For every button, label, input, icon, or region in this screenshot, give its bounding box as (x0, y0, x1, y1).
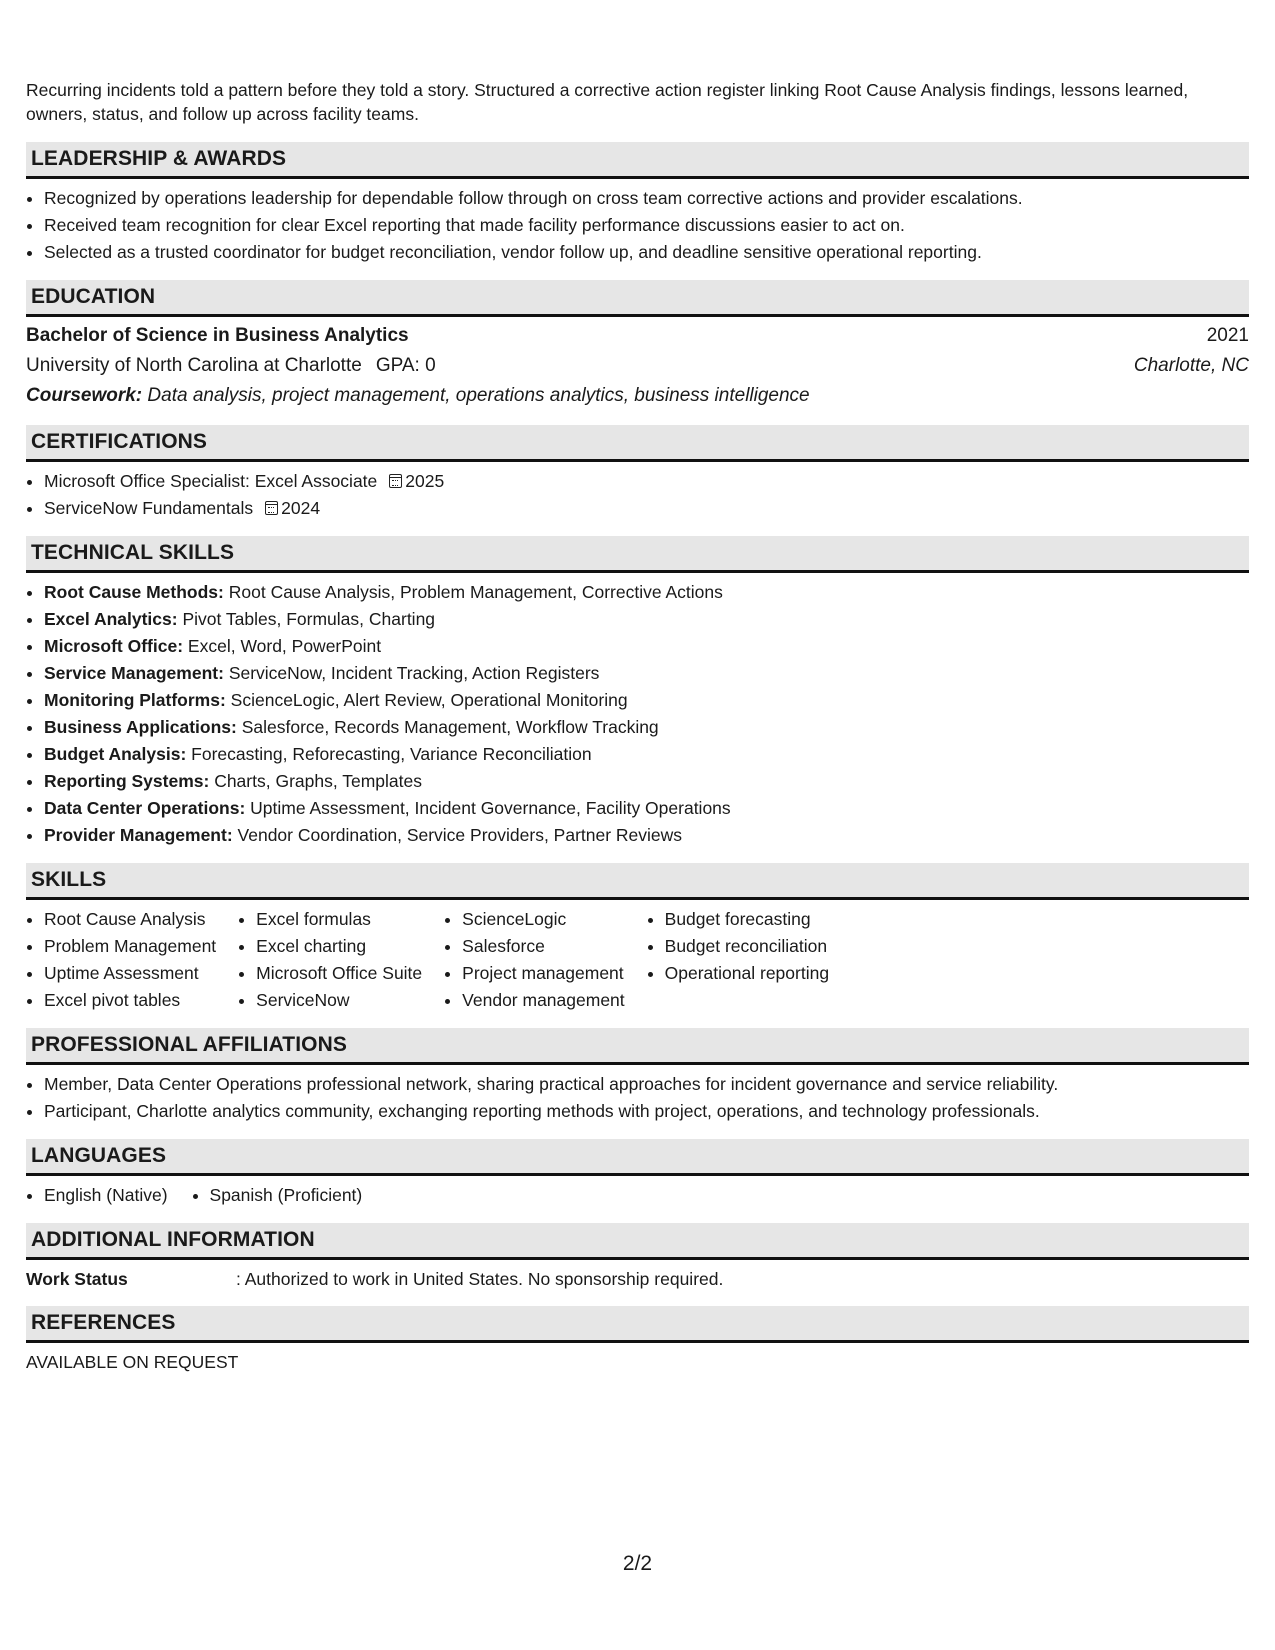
list-item (44, 579, 1249, 606)
intro-paragraph: Recurring incidents told a pattern before they told a story. Structured a corrective action register linking Root Cause Analysis findings, lessons learned, owners, status, and follow up across facility teams. (26, 80, 1189, 124)
list-item (44, 660, 1249, 687)
skill-values: Salesforce, Records Management, Workflow Tracking (241, 717, 659, 737)
coursework-label: Coursework: (26, 385, 143, 406)
list-item: • Budget forecasting (665, 906, 829, 933)
page-number: 2/2 (622, 1552, 653, 1575)
school-name: University of North Carolina at Charlotte (26, 355, 362, 376)
list-item: • Excel charting (256, 933, 422, 960)
gpa: GPA: 0 (375, 355, 436, 376)
coursework-text: Data analysis, project management, operations analytics, business intelligence (147, 385, 810, 406)
certifications-section (26, 462, 1249, 536)
list-item: • ServiceNow (256, 987, 422, 1014)
list-item: • Selected as a trusted coordinator for budget reconciliation, vendor follow up, and deadline sensitive operational reporting. (44, 239, 1249, 266)
list-item (44, 822, 1249, 849)
list-item (44, 633, 1249, 660)
skill-category: Monitoring Platforms: (44, 690, 226, 710)
references-text: AVAILABLE ON REQUEST (26, 1352, 239, 1372)
work-status-row (26, 1266, 1249, 1292)
section-header-references: REFERENCES (26, 1306, 1249, 1343)
languages-row (26, 1182, 1249, 1209)
skill-category: Microsoft Office: (44, 636, 184, 656)
skills-columns (26, 906, 1249, 1014)
list-item (44, 495, 1249, 522)
skill-values: Forecasting, Reforecasting, Variance Reconciliation (191, 744, 592, 764)
skill-category: Budget Analysis: (44, 744, 187, 764)
skills-column (444, 906, 624, 1014)
list-item: • Vendor management (462, 987, 624, 1014)
list-item: • Received team recognition for clear Excel reporting that made facility performance discussions easier to act on. (44, 212, 1249, 239)
calendar-icon (389, 474, 402, 488)
list-item: • Project management (462, 960, 624, 987)
skill-category: Excel Analytics: (44, 609, 178, 629)
list-item: • Problem Management (44, 933, 216, 960)
section-header-education: EDUCATION (26, 280, 1249, 317)
certifications-list (26, 468, 1249, 522)
section-header-certifications: CERTIFICATIONS (26, 425, 1249, 462)
list-item: • Operational reporting (665, 960, 829, 987)
education-degree-row (26, 321, 1249, 351)
list-item: • Uptime Assessment (44, 960, 216, 987)
certification-year: 2024 (281, 498, 321, 518)
skill-category: Business Applications: (44, 717, 237, 737)
section-header-languages: LANGUAGES (26, 1139, 1249, 1176)
affiliations-list (26, 1071, 1249, 1125)
list-item: • Excel pivot tables (44, 987, 216, 1014)
skills-column (238, 906, 422, 1014)
affiliations-section (26, 1065, 1249, 1139)
calendar-icon (265, 501, 278, 515)
degree-title: Bachelor of Science in Business Analytics (26, 325, 409, 346)
list-item (44, 468, 1249, 495)
list-item (44, 687, 1249, 714)
technical-skills-section (26, 573, 1249, 863)
language-item-list (26, 1182, 168, 1209)
list-item (44, 714, 1249, 741)
skill-values: Charts, Graphs, Templates (214, 771, 423, 791)
certification-year: 2025 (405, 471, 445, 491)
languages-section (26, 1176, 1249, 1223)
skill-category: Data Center Operations: (44, 798, 246, 818)
list-item: • Microsoft Office Suite (256, 960, 422, 987)
skill-values: Excel, Word, PowerPoint (187, 636, 382, 656)
education-section (26, 317, 1249, 425)
skill-category: Service Management: (44, 663, 224, 683)
language-item-list (192, 1182, 363, 1209)
list-item: • Spanish (Proficient) (210, 1182, 363, 1209)
section-header-additional-information: ADDITIONAL INFORMATION (26, 1223, 1249, 1260)
list-item: • Participant, Charlotte analytics community, exchanging reporting methods with project, operations, and technology professionals. (44, 1098, 1249, 1125)
school-info (26, 351, 436, 381)
technical-skills-list (26, 579, 1249, 849)
education-school-row (26, 351, 1249, 381)
list-item: • Recognized by operations leadership for dependable follow through on cross team corrective actions and provider escalations. (44, 185, 1249, 212)
skills-column (26, 906, 216, 1014)
list-item: • English (Native) (44, 1182, 168, 1209)
list-item (44, 741, 1249, 768)
certification-name: ServiceNow Fundamentals (44, 498, 254, 518)
skill-category: Provider Management: (44, 825, 233, 845)
list-item: • Salesforce (462, 933, 624, 960)
graduation-year: 2021 (1206, 325, 1249, 346)
skill-values: Pivot Tables, Formulas, Charting (182, 609, 436, 629)
skills-column (647, 906, 829, 1014)
list-item: • Member, Data Center Operations professional network, sharing practical approaches for incident governance and service reliability. (44, 1071, 1249, 1098)
skill-values: ServiceNow, Incident Tracking, Action Registers (228, 663, 600, 683)
skill-values: Uptime Assessment, Incident Governance, Facility Operations (250, 798, 731, 818)
list-item (44, 795, 1249, 822)
list-item: • ScienceLogic (462, 906, 624, 933)
list-item: • Budget reconciliation (665, 933, 829, 960)
section-header-technical-skills: TECHNICAL SKILLS (26, 536, 1249, 573)
leadership-list (26, 185, 1249, 266)
leadership-section (26, 179, 1249, 280)
resume-page (26, 78, 1249, 1389)
skill-category: Root Cause Methods: (44, 582, 224, 602)
skill-values: Root Cause Analysis, Problem Management, Corrective Actions (228, 582, 723, 602)
list-item (44, 768, 1249, 795)
skill-category: Reporting Systems: (44, 771, 210, 791)
school-location: Charlotte, NC (1133, 355, 1249, 376)
references-section (26, 1343, 1249, 1389)
list-item (44, 606, 1249, 633)
certification-name: Microsoft Office Specialist: Excel Associate (44, 471, 378, 491)
skill-values: Vendor Coordination, Service Providers, Partner Reviews (237, 825, 683, 845)
additional-information-section (26, 1260, 1249, 1306)
section-header-leadership: LEADERSHIP & AWARDS (26, 142, 1249, 179)
coursework (26, 381, 1249, 411)
section-header-skills: SKILLS (26, 863, 1249, 900)
skills-section (26, 900, 1249, 1028)
work-status-label: Work Status (26, 1269, 128, 1289)
list-item: • Excel formulas (256, 906, 422, 933)
section-header-affiliations: PROFESSIONAL AFFILIATIONS (26, 1028, 1249, 1065)
list-item: • Root Cause Analysis (44, 906, 216, 933)
work-status-value: : Authorized to work in United States. No sponsorship required. (236, 1269, 724, 1289)
skill-values: ScienceLogic, Alert Review, Operational Monitoring (230, 690, 628, 710)
